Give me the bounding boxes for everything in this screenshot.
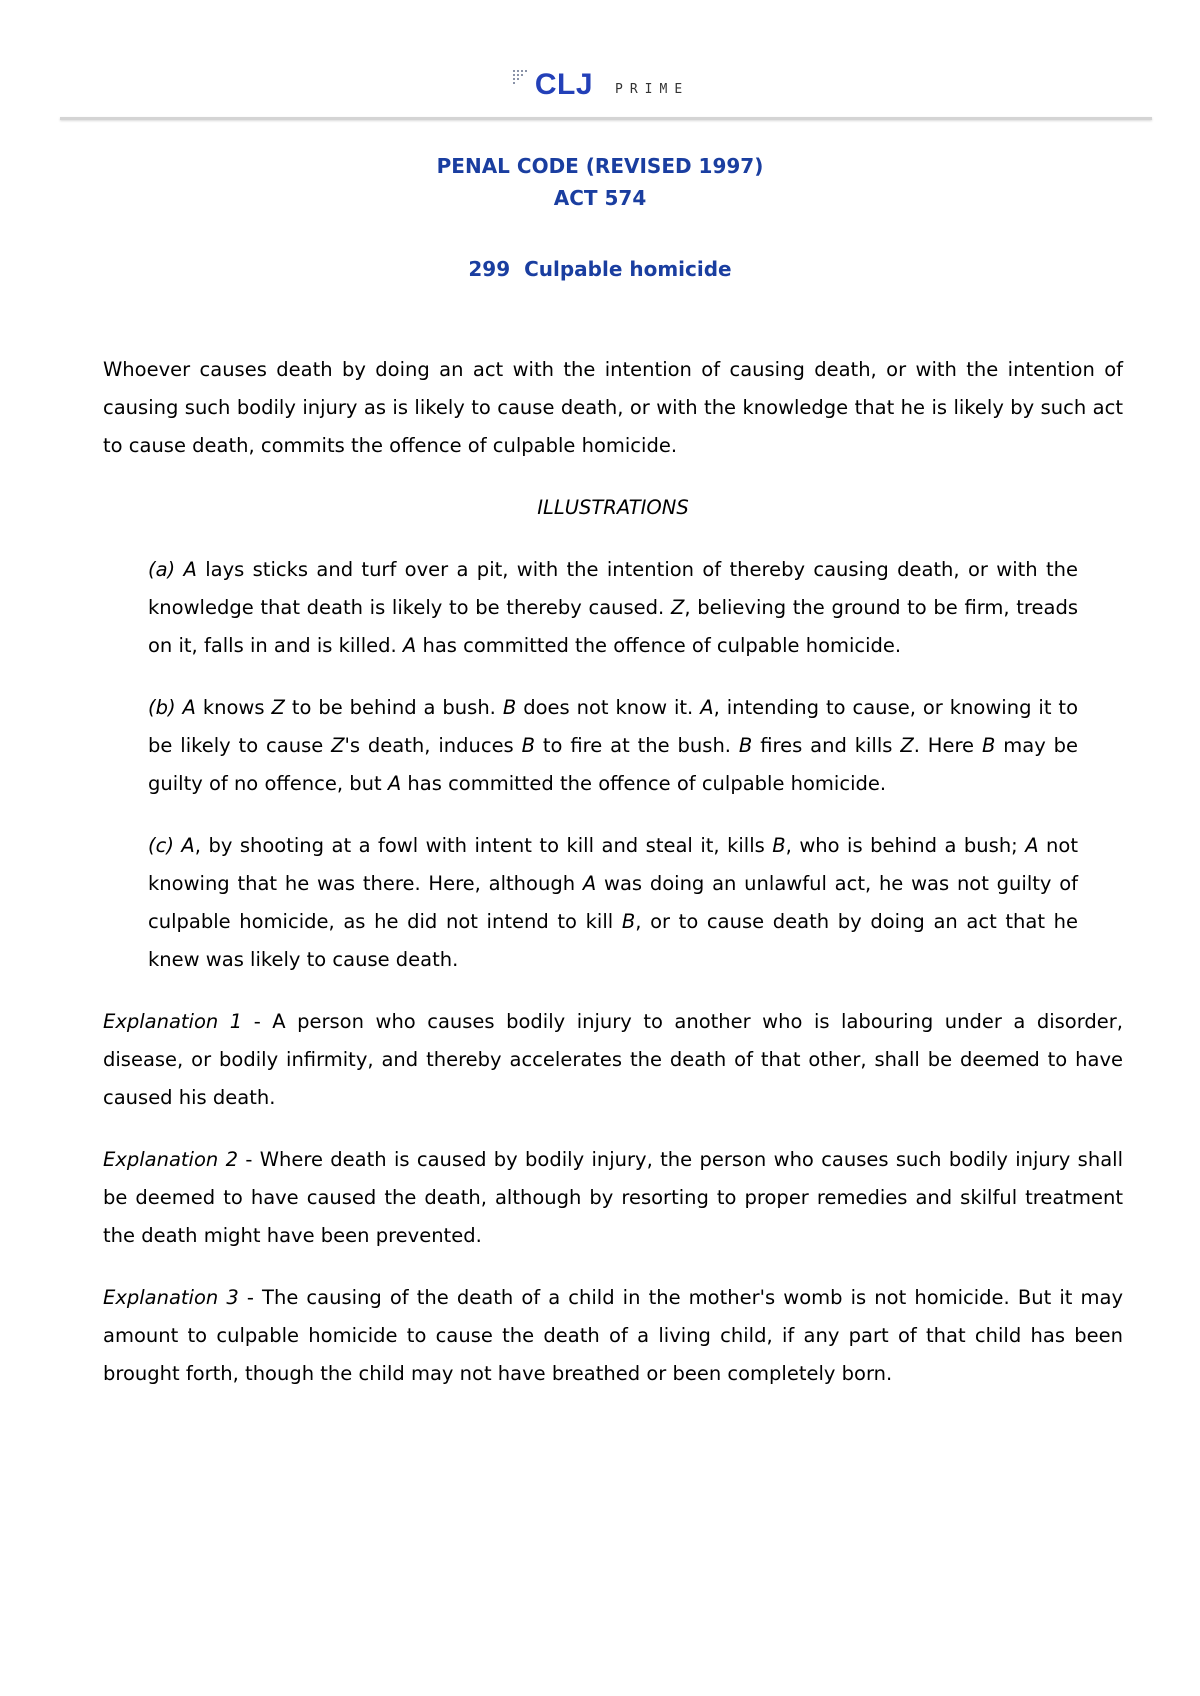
illustration-segment: (b) A	[148, 696, 196, 719]
illustration-b	[148, 689, 1078, 803]
illustration-segment: fires and kills	[752, 734, 901, 757]
explanation-2	[103, 1141, 1123, 1255]
explanation-label: Explanation 2	[103, 1148, 239, 1171]
illustration-segment: has committed the offence of culpable homicide.	[401, 772, 887, 795]
explanation-label: Explanation 3	[103, 1286, 239, 1309]
logo-clj-text: CLJ	[534, 68, 594, 101]
illustrations-heading: ILLUSTRATIONS	[537, 496, 689, 519]
document-body	[103, 351, 1123, 1417]
header-divider	[60, 117, 1152, 120]
explanation-label: Explanation 1	[103, 1010, 243, 1033]
illustration-segment: has committed the offence of culpable homicide.	[416, 634, 902, 657]
section-name: Culpable homicide	[524, 257, 732, 281]
illustration-segment: , who is behind a bush;	[785, 834, 1026, 857]
logo-grid-icon	[511, 68, 531, 86]
explanation-text: - A person who causes bodily injury to another who is labouring under a disorder, disease, or bodily infirmity, and thereby accelerates the death of that other, shall be deemed to have caused his death.	[103, 1010, 1124, 1109]
explanations-list	[103, 1003, 1123, 1393]
illustration-segment: may be guilty of no offence, but	[148, 734, 1079, 795]
illustration-segment: B	[621, 910, 636, 933]
illustration-segment: to fire at the bush.	[535, 734, 739, 757]
act-title-line-1: PENAL CODE (REVISED 1997)	[436, 154, 764, 178]
page-header	[0, 68, 1200, 108]
illustration-segment: , intending to cause, or knowing it to be likely to cause	[148, 696, 1078, 757]
illustration-a	[148, 551, 1078, 665]
illustration-segment: A	[582, 872, 597, 895]
explanation-text: - The causing of the death of a child in the mother's womb is not homicide. But it may amount to culpable homicide to cause the death of a living child, if any part of that child has been brought forth, though the child may not have breathed or been completely born.	[103, 1286, 1124, 1385]
illustration-segment: B	[981, 734, 996, 757]
main-provision: Whoever causes death by doing an act with the intention of causing death, or with the intention of causing such bodily injury as is likely to cause death, or with the knowledge that he is likely by such act to cause death, commits the offence of culpable homicide.	[103, 358, 1123, 457]
illustration-segment: to be behind a bush.	[284, 696, 503, 719]
illustration-segment: does not know it.	[516, 696, 701, 719]
section-heading	[0, 253, 1200, 285]
illustration-segment: A	[1025, 834, 1039, 857]
illustration-segment: , by shooting at a fowl with intent to kill and steal it, kills	[194, 834, 773, 857]
illustration-segment: , or to cause death by doing an act that he knew was likely to cause death.	[148, 910, 1079, 971]
logo-prime-text: PRIME	[615, 81, 690, 97]
illustration-segment: Z	[331, 734, 345, 757]
illustration-segment: not knowing that he was there. Here, although	[148, 834, 1078, 895]
illustration-segment: B	[738, 734, 753, 757]
illustration-segment: B	[772, 834, 786, 857]
illustration-segment: knows	[195, 696, 272, 719]
illustration-segment: (c) A	[148, 834, 195, 857]
illustration-segment: A	[387, 772, 402, 795]
illustration-c	[148, 827, 1078, 979]
illustration-segment: B	[521, 734, 536, 757]
illustrations-list	[103, 551, 1123, 979]
clj-prime-logo	[511, 68, 689, 102]
explanation-3	[103, 1279, 1123, 1393]
illustration-segment: 's death, induces	[344, 734, 522, 757]
explanation-1	[103, 1003, 1123, 1117]
act-title-line-2: ACT 574	[553, 186, 647, 210]
section-number: 299	[468, 257, 511, 281]
illustration-segment: A	[700, 696, 714, 719]
illustration-segment: lays sticks and turf over a pit, with the intention of thereby causing death, or with the knowledge that death is likely to be thereby caused.	[148, 558, 1078, 619]
illustration-segment: . Here	[913, 734, 982, 757]
act-title	[0, 150, 1200, 214]
illustration-segment: Z	[670, 596, 685, 619]
illustration-segment: B	[502, 696, 517, 719]
explanation-text: - Where death is caused by bodily injury, the person who causes such bodily injury shall be deemed to have caused the death, although by resorting to proper remedies and skilful treatment the death might have been prevented.	[103, 1148, 1123, 1247]
illustration-segment: was doing an unlawful act, he was not guilty of culpable homicide, as he did not intend to kill	[148, 872, 1079, 933]
illustration-segment: Z	[900, 734, 914, 757]
illustration-segment: (a) A	[148, 558, 197, 581]
illustration-segment: A	[402, 634, 417, 657]
illustration-segment: Z	[271, 696, 285, 719]
illustration-segment: , believing the ground to be firm, treads on it, falls in and is killed.	[148, 596, 1078, 657]
